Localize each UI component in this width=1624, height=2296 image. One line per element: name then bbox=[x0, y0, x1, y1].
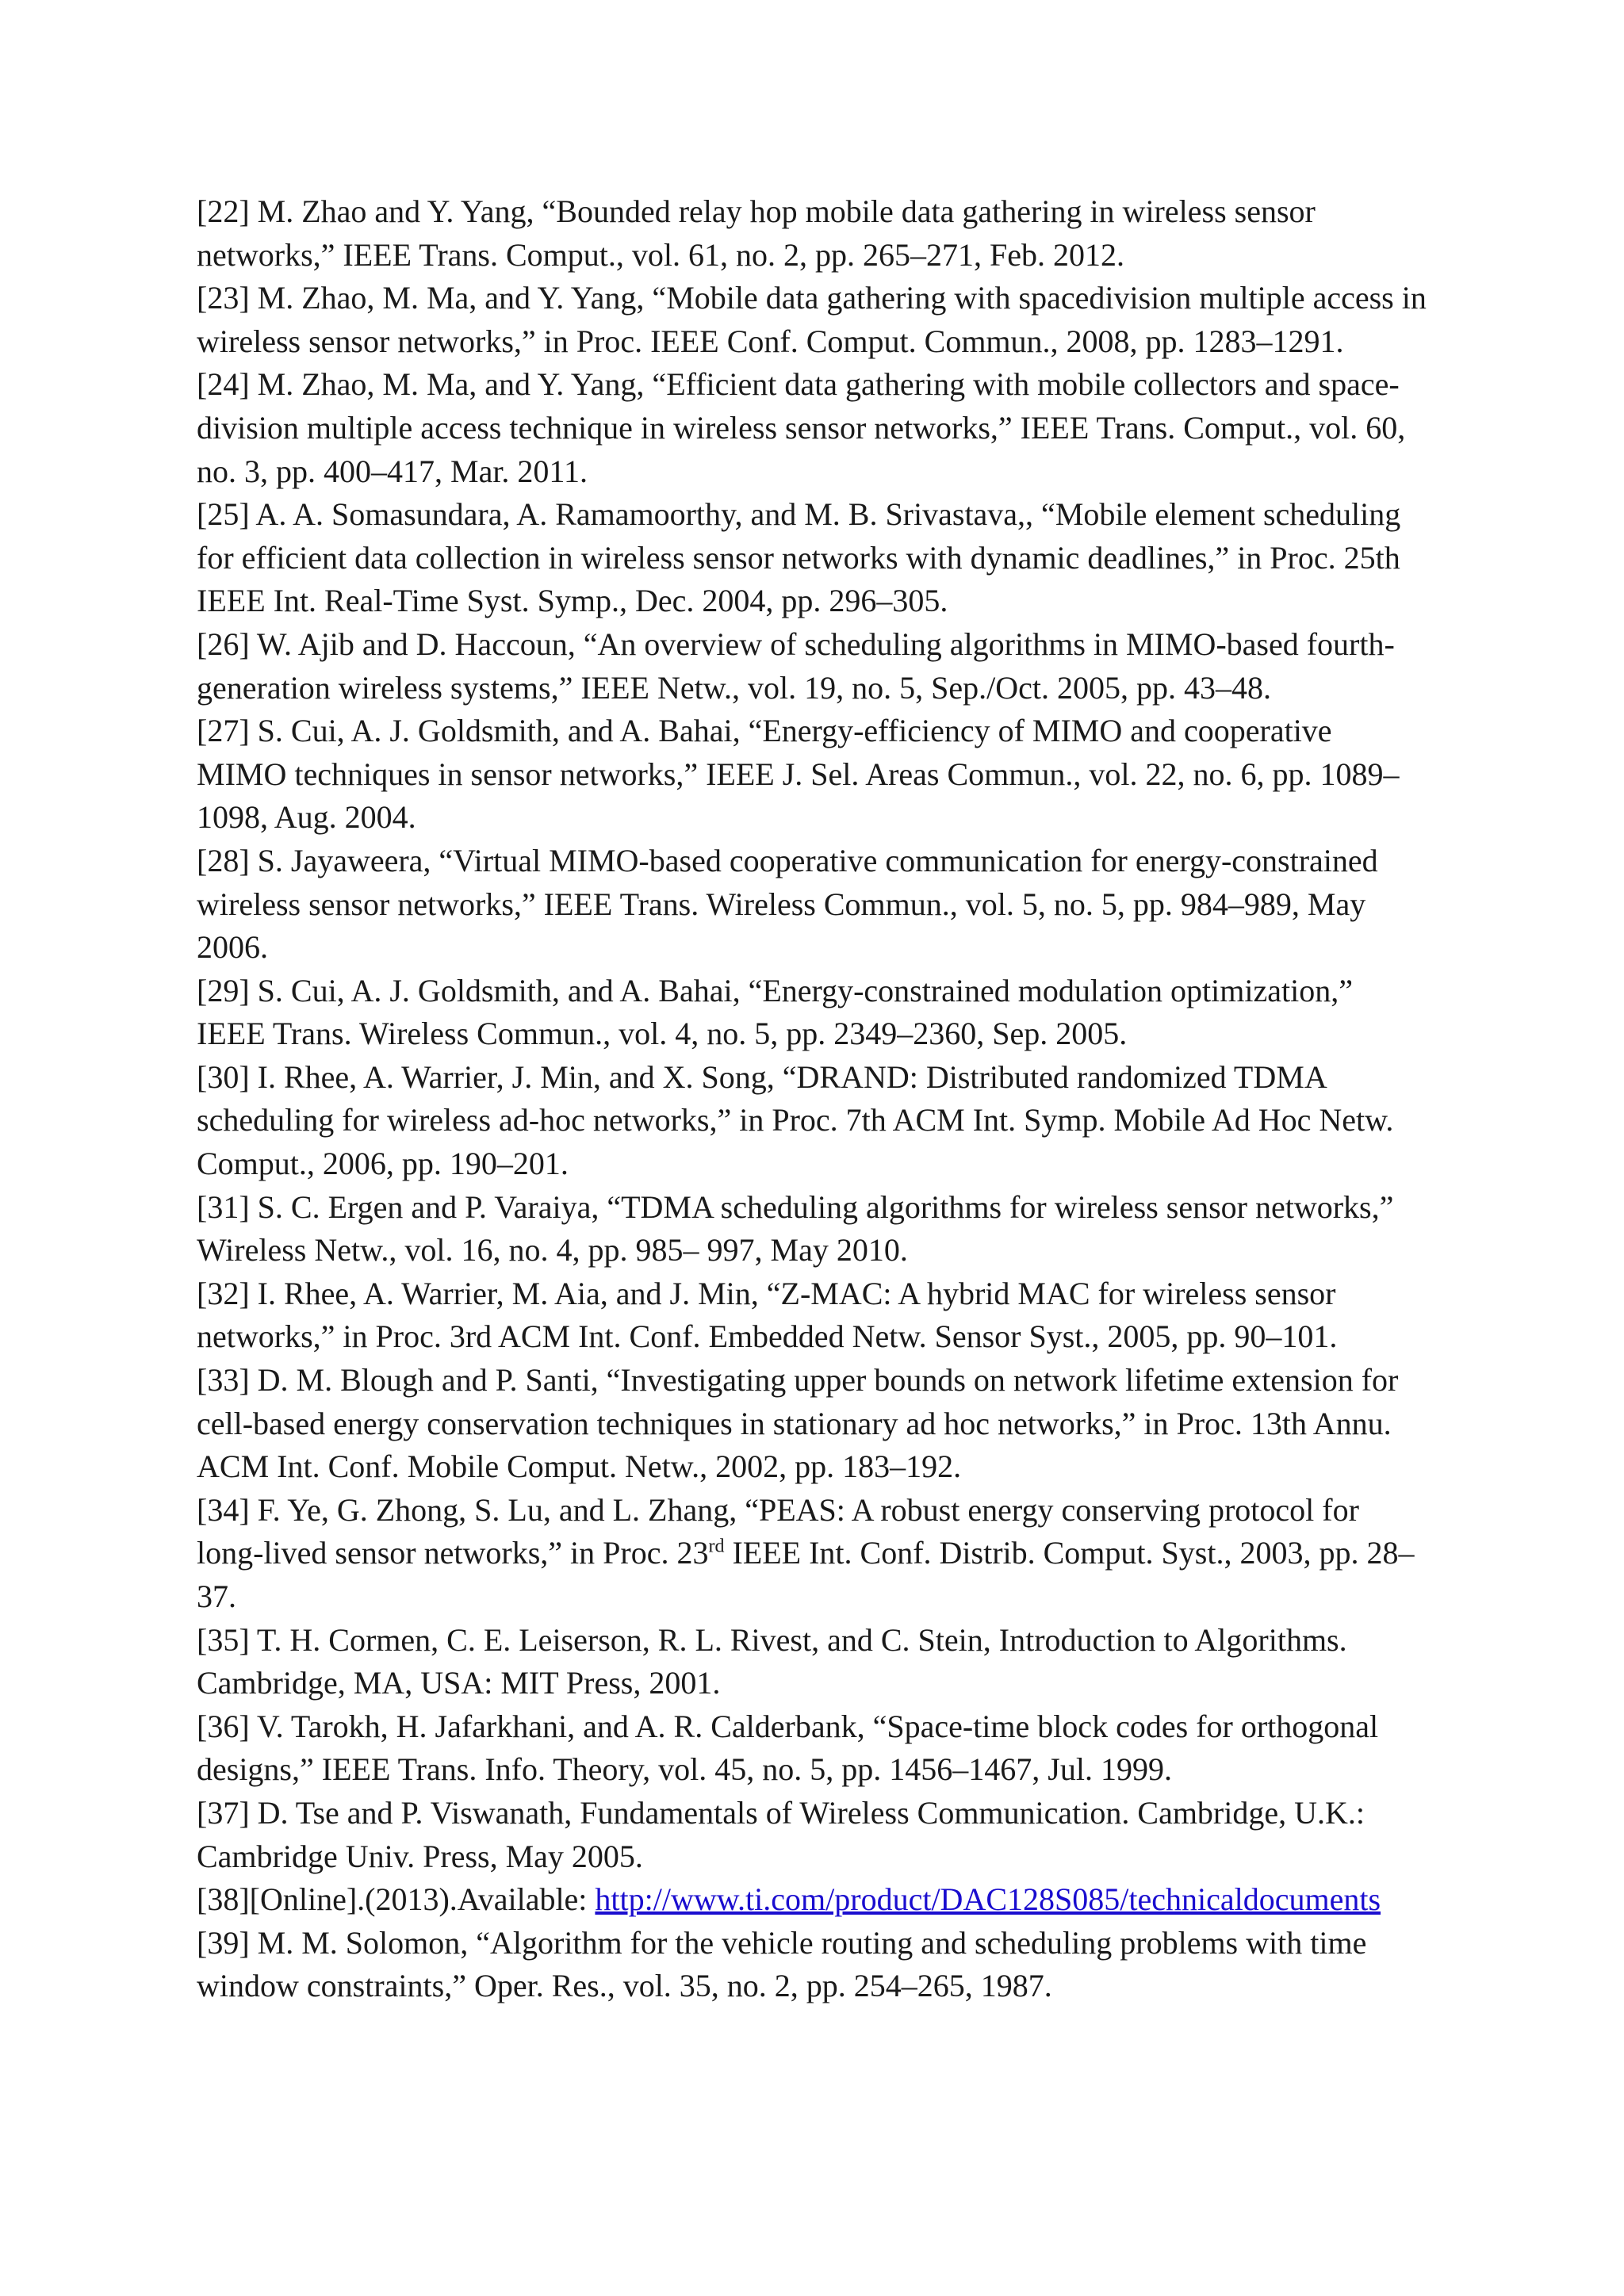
reference-28: [28] S. Jayaweera, “Virtual MIMO-based cooperative communication for energy-constrained wireless sensor networks,” IEEE Trans. Wireless Commun., vol. 5, no. 5, pp. 984–989, May 2006. bbox=[197, 842, 1378, 966]
reference-38-prefix: [38][Online].(2013).Available: bbox=[197, 1881, 596, 1918]
reference-30: [30] I. Rhee, A. Warrier, J. Min, and X. Song, “DRAND: Distributed randomized TDMA scheduling for wireless ad-hoc networks,” in Proc. 7th ACM Int. Symp. Mobile Ad Hoc Netw. Comput., 2006, pp. 190–201. bbox=[197, 1058, 1394, 1182]
reference-34 bbox=[197, 1489, 1427, 1619]
reference-23: [23] M. Zhao, M. Ma, and Y. Yang, “Mobile data gathering with spacedivision multiple access in wireless sensor networks,” in Proc. IEEE Conf. Comput. Commun., 2008, pp. 1283–1291. bbox=[197, 280, 1427, 359]
reference-32: [32] I. Rhee, A. Warrier, M. Aia, and J. Min, “Z-MAC: A hybrid MAC for wireless sensor networks,” in Proc. 3rd ACM Int. Conf. Embedded Netw. Sensor Syst., 2005, pp. 90–101. bbox=[197, 1275, 1338, 1355]
reference-37: [37] D. Tse and P. Viswanath, Fundamentals of Wireless Communication. Cambridge, U.K.: Cambridge Univ. Press, May 2005. bbox=[197, 1794, 1365, 1874]
reference-34-main: [34] F. Ye, G. Zhong, S. Lu, and L. Zhang, “PEAS: A robust energy conserving protocol for long-lived sensor networks,” in Proc. 23 bbox=[197, 1491, 1359, 1571]
reference-22: [22] M. Zhao and Y. Yang, “Bounded relay hop mobile data gathering in wireless sensor networks,” IEEE Trans. Comput., vol. 61, no. 2, pp. 265–271, Feb. 2012. bbox=[197, 193, 1316, 273]
reference-27: [27] S. Cui, A. J. Goldsmith, and A. Bahai, “Energy-efficiency of MIMO and cooperative MIMO techniques in sensor networks,” IEEE J. Sel. Areas Commun., vol. 22, no. 6, pp. 1089–1098, Aug. 2004. bbox=[197, 713, 1400, 836]
reference-33: [33] D. M. Blough and P. Santi, “Investigating upper bounds on network lifetime extension for cell-based energy conservation techniques in stationary ad hoc networks,” in Proc. 13th Annu. ACM Int. Conf. Mobile Comput. Netw., 2002, pp. 183–192. bbox=[197, 1362, 1399, 1485]
reference-31: [31] S. C. Ergen and P. Varaiya, “TDMA scheduling algorithms for wireless sensor networks,” Wireless Netw., vol. 16, no. 4, pp. 985– 997, May 2010. bbox=[197, 1188, 1394, 1269]
reference-38-link[interactable]: http://www.ti.com/product/DAC128S085/technicaldocuments bbox=[595, 1881, 1381, 1918]
reference-36: [36] V. Tarokh, H. Jafarkhani, and A. R. Calderbank, “Space-time block codes for orthogonal designs,” IEEE Trans. Info. Theory, vol. 45, no. 5, pp. 1456–1467, Jul. 1999. bbox=[197, 1708, 1379, 1788]
reference-25: [25] A. A. Somasundara, A. Ramamoorthy, and M. B. Srivastava,, “Mobile element scheduling for efficient data collection in wireless sensor networks with dynamic deadlines,” in Proc. 25th IEEE Int. Real-Time Syst. Symp., Dec. 2004, pp. 296–305. bbox=[197, 496, 1401, 619]
reference-34-tail: IEEE Int. Conf. Distrib. Comput. Syst., 2003, pp. 28–37. bbox=[197, 1535, 1415, 1614]
reference-24: [24] M. Zhao, M. Ma, and Y. Yang, “Efficient data gathering with mobile collectors and space-division multiple access technique in wireless sensor networks,” IEEE Trans. Comput., vol. 60, no. 3, pp. 400–417, Mar. 2011. bbox=[197, 366, 1406, 489]
reference-26: [26] W. Ajib and D. Haccoun, “An overview of scheduling algorithms in MIMO-based fourth-generation wireless systems,” IEEE Netw., vol. 19, no. 5, Sep./Oct. 2005, pp. 43–48. bbox=[197, 626, 1395, 706]
reference-list bbox=[197, 190, 1427, 2008]
reference-39: [39] M. M. Solomon, “Algorithm for the vehicle routing and scheduling problems with time window constraints,” Oper. Res., vol. 35, no. 2, pp. 254–265, 1987. bbox=[197, 1924, 1367, 2004]
reference-29: [29] S. Cui, A. J. Goldsmith, and A. Bahai, “Energy-constrained modulation optimization,” IEEE Trans. Wireless Commun., vol. 4, no. 5, pp. 2349–2360, Sep. 2005. bbox=[197, 972, 1353, 1052]
reference-35: [35] T. H. Cormen, C. E. Leiserson, R. L. Rivest, and C. Stein, Introduction to Algorithms. Cambridge, MA, USA: MIT Press, 2001. bbox=[197, 1621, 1347, 1701]
reference-34-superscript: rd bbox=[708, 1536, 725, 1558]
reference-38 bbox=[197, 1878, 1427, 1922]
